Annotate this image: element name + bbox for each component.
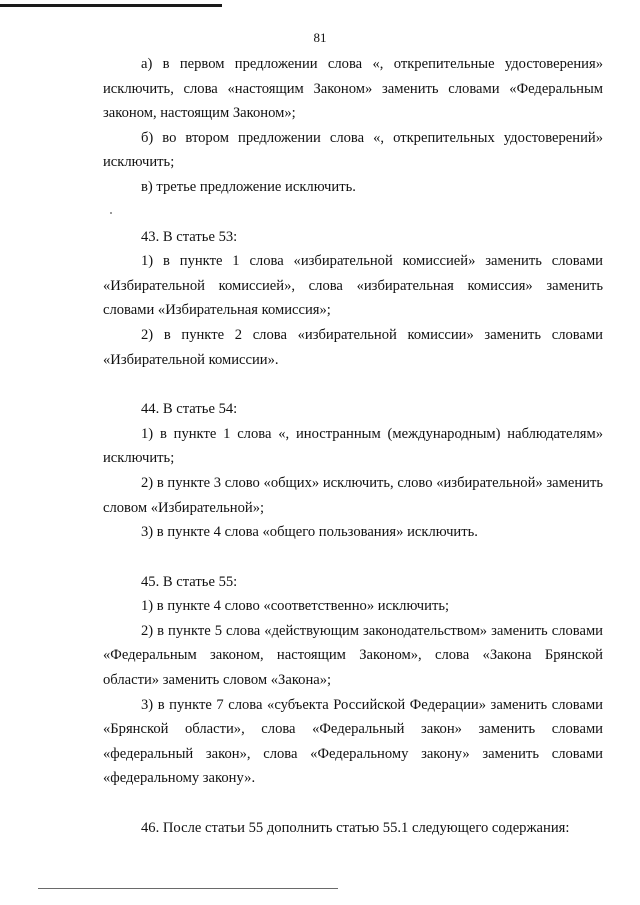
page-number: 81 (313, 30, 327, 45)
scan-edge-line-bottom (38, 888, 338, 889)
paragraph-45-3: 3) в пункте 7 слова «субъекта Российской Федерации» заменить словами «Брянской области», слова «Федеральный закон» заменить словами «федеральный закон», слова «Федеральному закону» заменить словами «федеральному закону». (103, 696, 603, 787)
section-heading-44: 44. В статье 54: (141, 401, 238, 418)
paragraph-43-2: 2) в пункте 2 слова «избирательной комиссии» заменить словами «Избирательной комиссии». (103, 326, 603, 368)
section-gap (103, 791, 603, 816)
section-heading-46: 46. После статьи 55 дополнить статью 55.1 следующего содержания: (141, 820, 570, 837)
paragraph-43-1: 1) в пункте 1 слова «избирательной комиссией» заменить словами «Избирательной комиссией», слова «избирательная комиссия» заменить словами «Избирательная комиссия»; (103, 253, 603, 319)
scan-edge-line-top (0, 4, 222, 7)
section-heading-45: 45. В статье 55: (141, 573, 238, 590)
paragraph-a: а) в первом предложении слова «, открепительные удостоверения» исключить, слова «настоящим Законом» заменить словами «Федеральным законом, настоящим Законом»; (103, 56, 603, 122)
section-gap (103, 545, 603, 570)
paragraph-c: в) третье предложение исключить. (141, 178, 356, 195)
section-gap (103, 372, 603, 397)
section-heading-43: 43. В статье 53: (141, 228, 238, 245)
paragraph-45-2: 2) в пункте 5 слова «действующим законодательством» заменить словами «Федеральным законом, настоящим Законом», слова «Закона Брянской области» заменить словом «Закона»; (103, 622, 603, 689)
paragraph-44-2: 2) в пункте 3 слово «общих» исключить, слово «избирательной» заменить словом «Избирательной»; (103, 474, 603, 516)
paragraph-45-1: 1) в пункте 4 слово «соответственно» исключить; (141, 598, 450, 615)
paragraph-44-1: 1) в пункте 1 слова «, иностранным (международным) наблюдателям» исключить; (103, 425, 603, 467)
paragraph-44-3: 3) в пункте 4 слова «общего пользования» исключить. (141, 524, 478, 541)
paragraph-b: б) во втором предложении слова «, открепительных удостоверений» исключить; (103, 129, 603, 171)
document-body (103, 52, 603, 841)
section-gap (103, 200, 603, 225)
